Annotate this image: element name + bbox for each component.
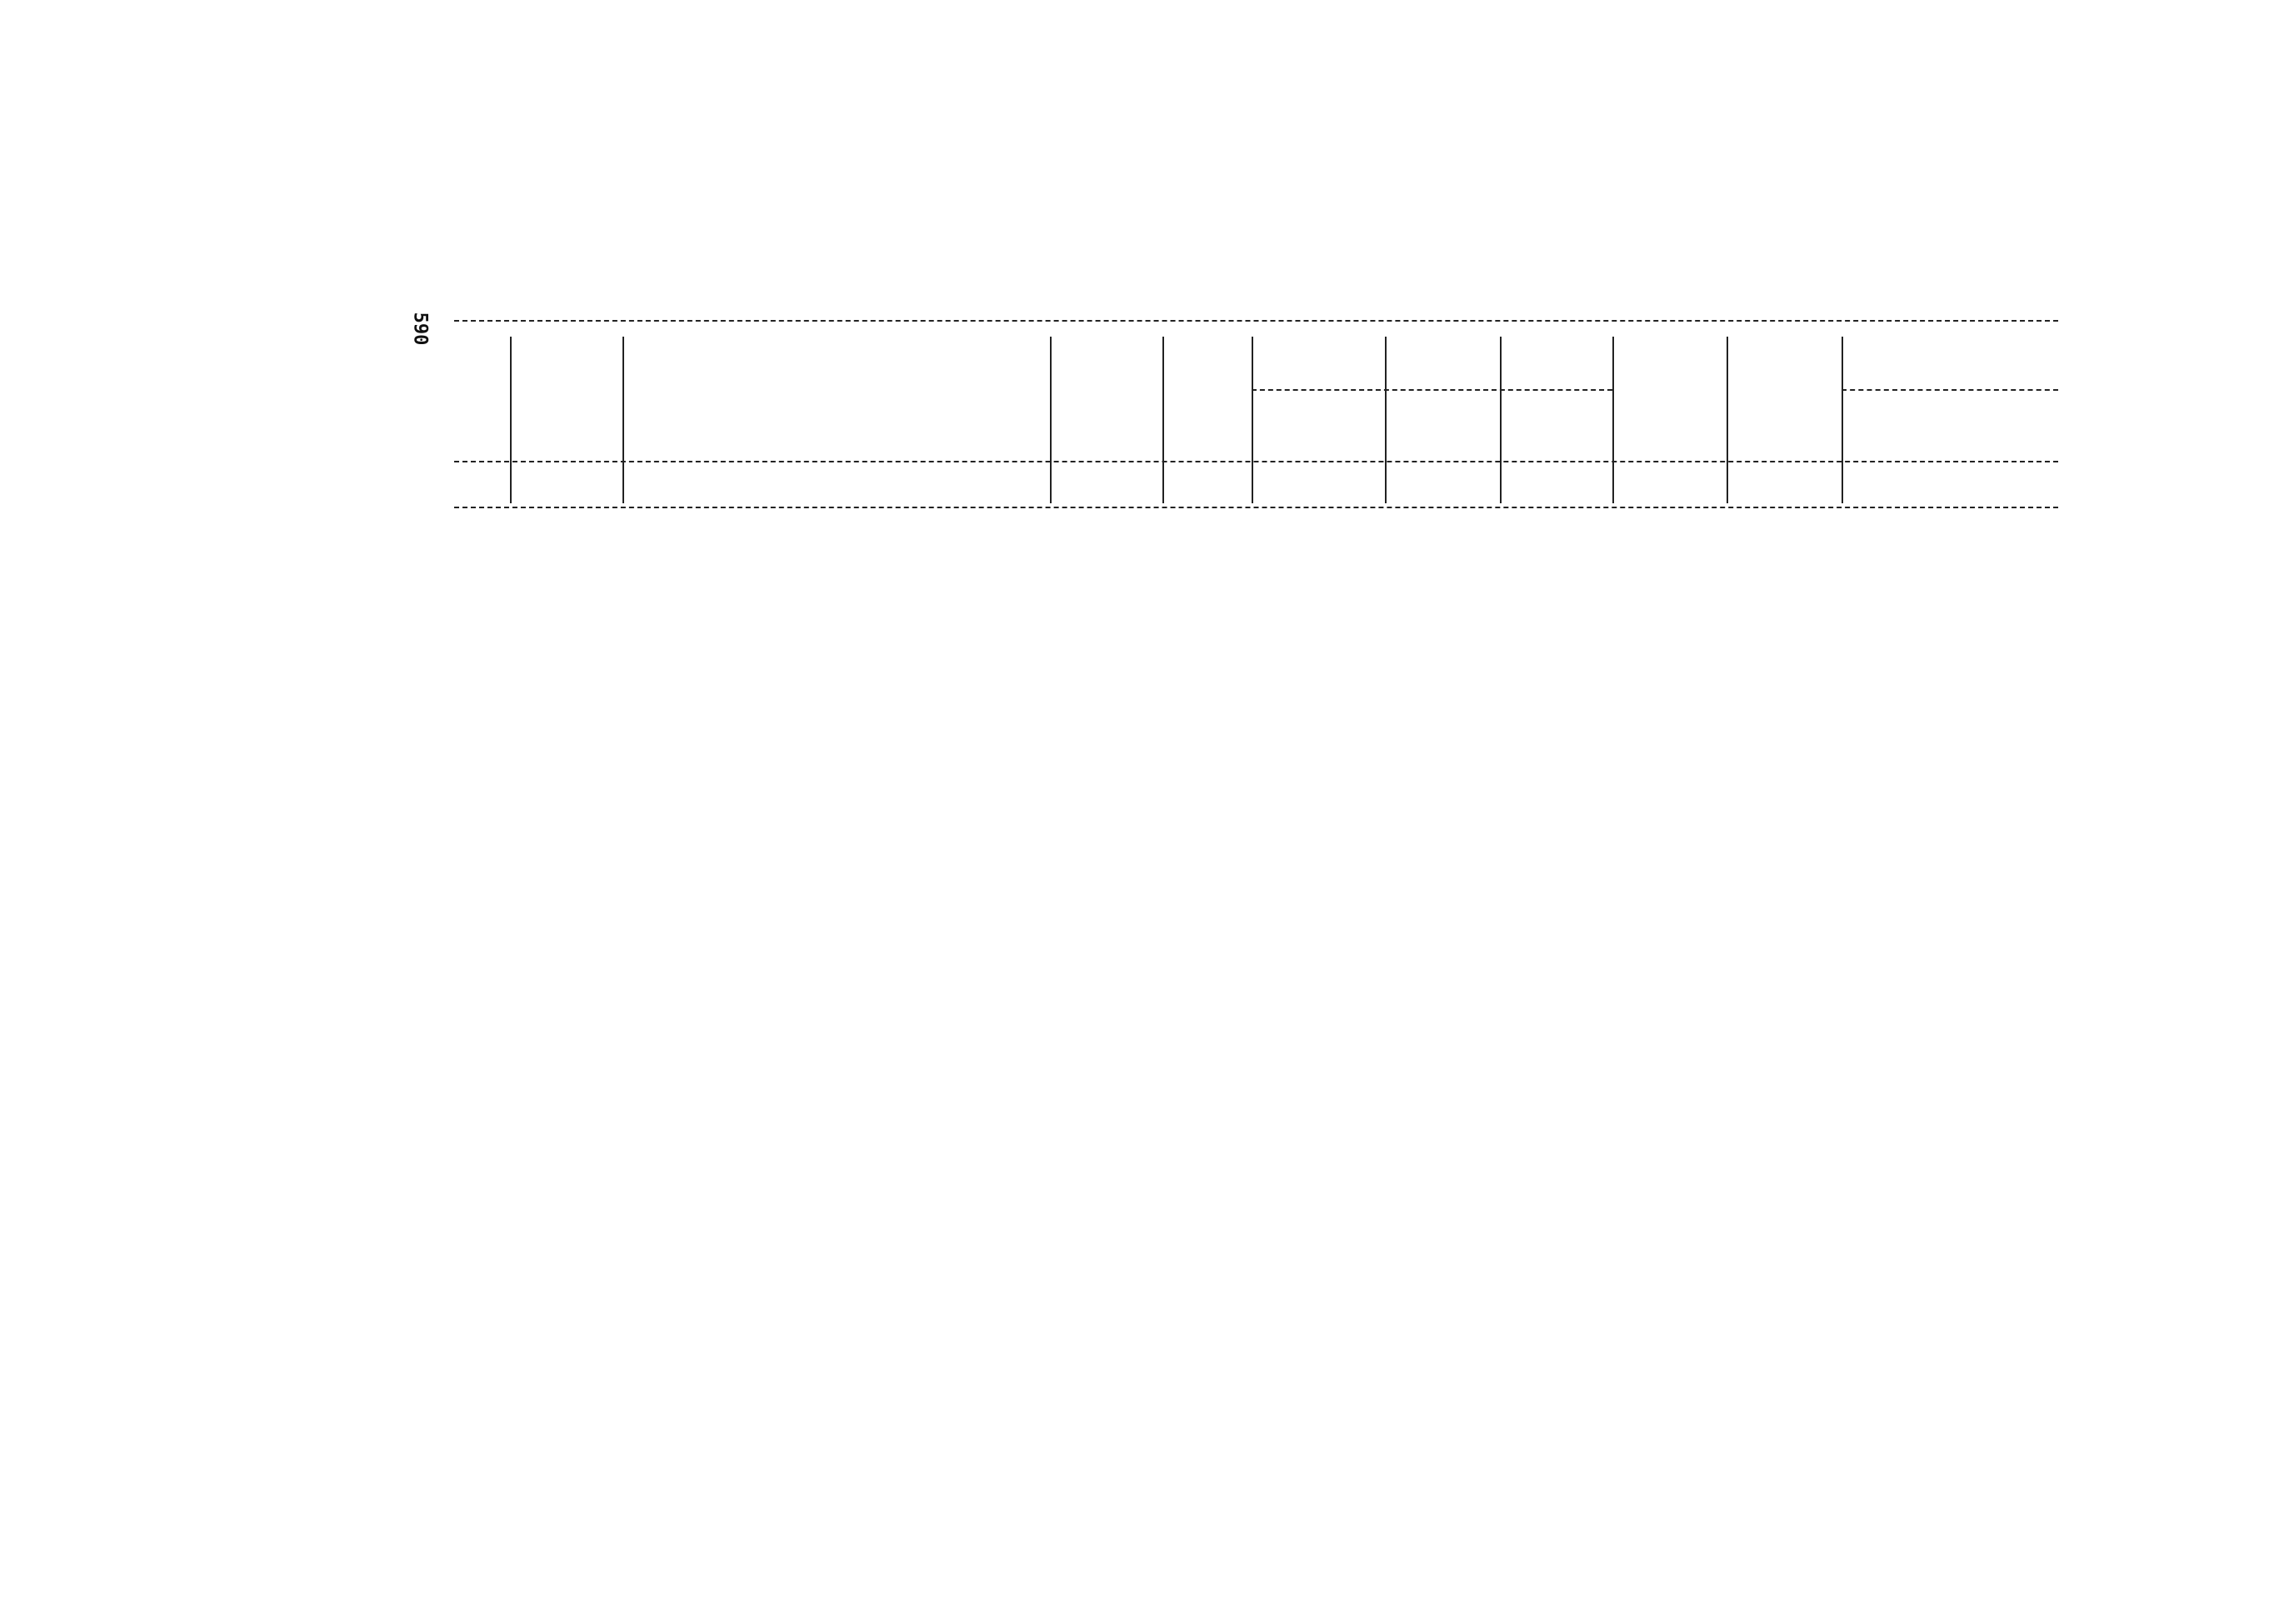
region-sub-rule — [1842, 389, 2058, 391]
column-divider — [1500, 337, 1502, 503]
column-divider — [1612, 337, 1614, 503]
header-top-rule — [454, 320, 2058, 322]
column-divider — [1727, 337, 1728, 503]
column-divider — [622, 337, 624, 503]
header-bottom-rule — [454, 461, 2058, 462]
ref-group-sub-rule — [1252, 389, 1612, 391]
column-divider — [1050, 337, 1052, 503]
column-divider — [1252, 337, 1253, 503]
column-divider — [510, 337, 512, 503]
column-divider — [1842, 337, 1843, 503]
column-divider — [1385, 337, 1387, 503]
column-divider — [1162, 337, 1164, 503]
column-numbers-rule — [454, 507, 2058, 508]
page-number: 590 — [409, 312, 431, 346]
